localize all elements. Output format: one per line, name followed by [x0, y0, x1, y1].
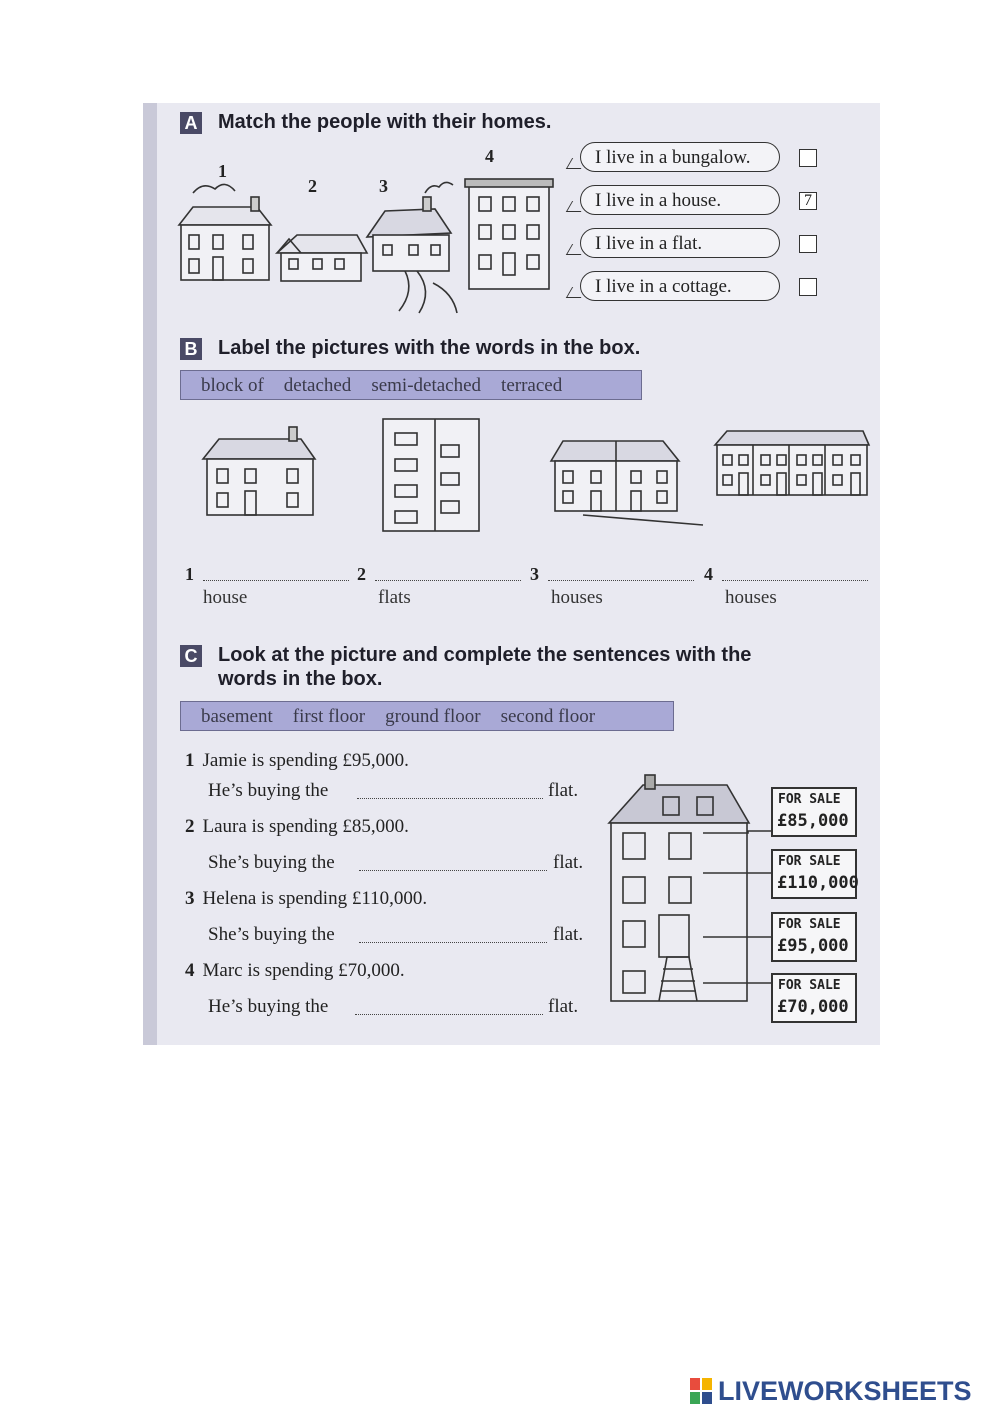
- bubble-bungalow: [580, 142, 780, 172]
- label-blank-4[interactable]: [722, 580, 868, 581]
- for-sale-sign-4: [771, 973, 857, 1023]
- page-spine-shadow: [143, 103, 157, 1045]
- sentence-3-line2-end: flat.: [553, 924, 584, 945]
- word-basement: basement: [201, 706, 273, 727]
- section-b-word-box: [180, 370, 642, 400]
- for-sale-sign-3-price: £95,000: [777, 936, 849, 956]
- for-sale-sign-1: [771, 787, 857, 837]
- sentence-4-text: Marc is spending £70,000.: [202, 960, 405, 981]
- answer-box-flat[interactable]: [799, 235, 817, 253]
- sentence-1-line2-end: flat.: [548, 780, 579, 801]
- label-number-4: 4: [704, 564, 713, 584]
- sentence-1-text: Jamie is spending £95,000.: [202, 750, 409, 771]
- sentence-4-line2-end: flat.: [548, 996, 579, 1017]
- sentence-3-blank[interactable]: [359, 942, 547, 943]
- homes-illustration: [173, 153, 573, 323]
- sentence-3-line1: [185, 888, 427, 910]
- sentence-1-number: 1: [185, 750, 195, 771]
- sentence-2-line2-end: flat.: [553, 852, 584, 873]
- section-c-word-box: [180, 701, 674, 731]
- bubble-flat-text: I live in a flat.: [595, 233, 703, 254]
- word-ground-floor: ground floor: [385, 706, 481, 727]
- picture-number-4: 4: [485, 146, 494, 166]
- sentence-2-blank[interactable]: [359, 870, 547, 871]
- sentence-4-number: 4: [185, 960, 195, 981]
- section-b-letter: B: [180, 338, 202, 360]
- word-second-floor: second floor: [500, 706, 596, 727]
- for-sale-building-illustration: [603, 773, 773, 1005]
- sentence-1-line1: [185, 750, 409, 772]
- bubble-house-text: I live in a house.: [595, 190, 722, 211]
- house-types-illustration: [183, 415, 873, 535]
- sentence-4-line2-start: He’s buying the: [208, 996, 329, 1017]
- for-sale-sign-4-label: FOR SALE: [778, 978, 841, 993]
- sentence-4-blank[interactable]: [355, 1014, 543, 1015]
- sentence-4-line1: [185, 960, 405, 982]
- sentence-2-line1: [185, 816, 409, 838]
- for-sale-sign-2-price: £110,000: [777, 873, 859, 893]
- answer-box-cottage[interactable]: [799, 278, 817, 296]
- bubble-flat: [580, 228, 780, 258]
- section-c-title-line1: Look at the picture and complete the sentences with the: [218, 644, 752, 666]
- label-caption-2: flats: [378, 587, 411, 608]
- picture-number-1: 1: [218, 161, 227, 181]
- label-blank-3[interactable]: [548, 580, 694, 581]
- sentence-1-line2-start: He’s buying the: [208, 780, 329, 801]
- bubble-cottage-text: I live in a cottage.: [595, 276, 732, 297]
- sentence-2-number: 2: [185, 816, 195, 837]
- label-caption-3: houses: [551, 587, 603, 608]
- section-a-letter: A: [180, 112, 202, 134]
- worksheet-page: [143, 103, 880, 1045]
- picture-number-3: 3: [379, 176, 388, 196]
- for-sale-sign-2-label: FOR SALE: [778, 854, 841, 869]
- word-block-of: block of: [201, 375, 264, 396]
- sentence-3-number: 3: [185, 888, 195, 909]
- sentence-3-line2-start: She’s buying the: [208, 924, 335, 945]
- bubble-house: [580, 185, 780, 215]
- sentence-2-text: Laura is spending £85,000.: [202, 816, 409, 837]
- for-sale-sign-3-label: FOR SALE: [778, 917, 841, 932]
- sentence-3-text: Helena is spending £110,000.: [202, 888, 428, 909]
- bubble-cottage: [580, 271, 780, 301]
- answer-box-bungalow[interactable]: [799, 149, 817, 167]
- section-c-letter: C: [180, 645, 202, 667]
- word-detached: detached: [283, 375, 352, 396]
- label-blank-2[interactable]: [375, 580, 521, 581]
- word-first-floor: first floor: [292, 706, 366, 727]
- section-b-title: Label the pictures with the words in the box.: [218, 337, 641, 359]
- sentence-2-line2-start: She’s buying the: [208, 852, 335, 873]
- label-blank-1[interactable]: [203, 580, 349, 581]
- label-number-3: 3: [530, 564, 539, 584]
- label-number-2: 2: [357, 564, 366, 584]
- word-terraced: terraced: [501, 375, 563, 396]
- sentence-1-blank[interactable]: [357, 798, 543, 799]
- answer-box-house[interactable]: 7: [799, 192, 817, 210]
- liveworksheets-brand-text: LIVEWORKSHEETS: [718, 1376, 972, 1406]
- section-c-title-line2: words in the box.: [218, 668, 383, 690]
- picture-number-2: 2: [308, 176, 317, 196]
- bubble-bungalow-text: I live in a bungalow.: [595, 147, 751, 168]
- for-sale-sign-4-price: £70,000: [777, 997, 849, 1017]
- label-caption-1: house: [203, 587, 248, 608]
- word-semi-detached: semi-detached: [371, 375, 482, 396]
- for-sale-sign-1-label: FOR SALE: [778, 792, 841, 807]
- for-sale-sign-3: [771, 912, 857, 962]
- liveworksheets-logo: [690, 1376, 990, 1406]
- label-number-1: 1: [185, 564, 194, 584]
- section-a-title: Match the people with their homes.: [218, 111, 552, 133]
- liveworksheets-logo-icon: [690, 1378, 714, 1404]
- for-sale-sign-1-price: £85,000: [777, 811, 849, 831]
- label-caption-4: houses: [725, 587, 777, 608]
- for-sale-sign-2: [771, 849, 857, 899]
